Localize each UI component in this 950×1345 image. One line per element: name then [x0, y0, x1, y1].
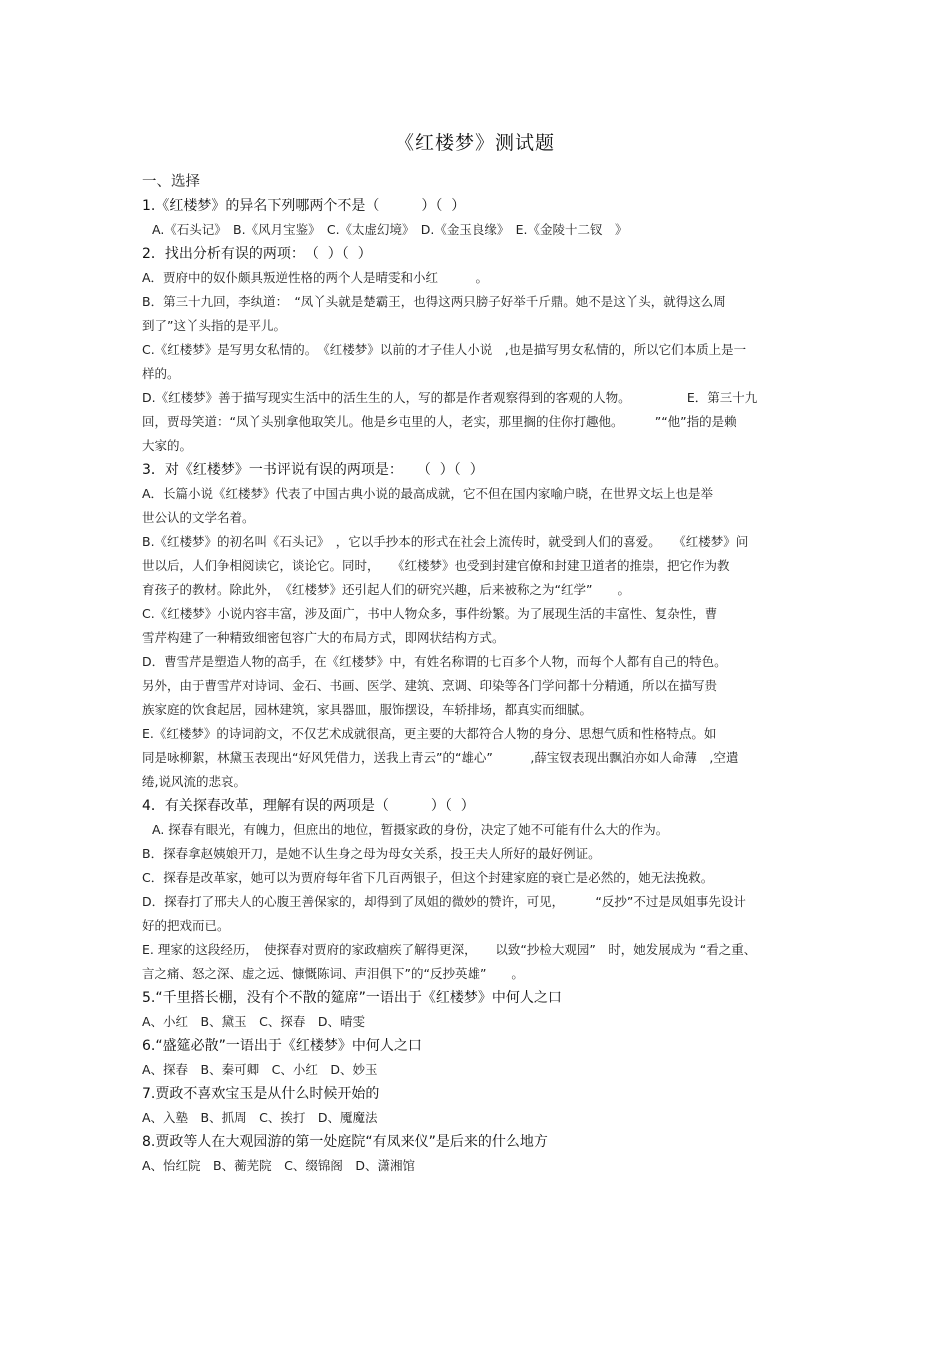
option-line: 绻,说风流的悲哀。: [142, 774, 246, 789]
option-line: 育孩子的教材。除此外， 《红楼梦》还引起人们的研究兴趣，后来被称之为“红学” 。: [142, 582, 630, 597]
option-line: B．第三十九回，李纨道： “凤丫头就是楚霸王，也得这两只膀子好举千斤鼎。她不是这丫头，就得这么周: [142, 294, 726, 309]
option-line: A．长篇小说《红楼梦》代表了中国古典小说的最高成就，它不但在国内家喻户晓，在世界文坛上也是举: [142, 486, 714, 501]
option-line: 回，贾母笑道：“凤丫头别拿他取笑儿。他是乡屯里的人，老实，那里搁的住你打趣他。 ”“他”指的是赖: [142, 414, 737, 429]
option-line: 世以后，人们争相阅读它，谈论它。同时， 《红楼梦》也受到封建官僚和封建卫道者的推崇，把它作为教: [142, 558, 730, 573]
option-line: A. 探春有眼光，有魄力，但庶出的地位，暂摄家政的身份，决定了她不可能有什么大的作为。: [152, 822, 669, 837]
option-line: B．探春拿赵姨娘开刀，是她不认生身之母为母女关系，投王夫人所好的最好例证。: [142, 846, 601, 861]
question-stem: 4．有关探春改革，理解有误的两项是（ ）（ ）: [142, 798, 475, 814]
answer-options: A.《石头记》 B.《风月宝鉴》 C.《太虚幻境》 D.《金玉良缘》 E.《金陵十二钗 》: [152, 222, 628, 237]
question-3: [142, 458, 812, 794]
option-line: C．探春是改革家，她可以为贾府每年省下几百两银子，但这个封建家庭的衰亡是必然的，她无法挽救。: [142, 870, 714, 885]
option-line: D．探春打了邢夫人的心腹王善保家的，却得到了凤姐的微妙的赞许，可见， “反抄”不过是凤姐事先设计: [142, 894, 746, 909]
option-line: 世公认的文学名着。: [142, 510, 255, 525]
question-1: [142, 194, 812, 242]
question-2: [142, 242, 812, 458]
option-line: 样的。: [142, 366, 180, 381]
question-list: [142, 194, 812, 1178]
question-stem: 6.“盛筵必散”一语出于《红楼梦》中何人之口: [142, 1038, 422, 1054]
option-line: E.《红楼梦》的诗词韵文，不仅艺术成就很高，更主要的大都符合人物的身分、思想气质和性格特点。如: [142, 726, 717, 741]
question-4: [142, 794, 812, 986]
question-stem: 2．找出分析有误的两项： （ ）（ ）: [142, 246, 372, 262]
option-line: A．贾府中的奴仆颇具叛逆性格的两个人是晴雯和小红 。: [142, 270, 489, 285]
option-line: E. 理家的这段经历， 使探春对贾府的家政痼疾了解得更深， 以致“抄检大观园” 时，她发展成为 “看之重、: [142, 942, 757, 957]
option-line: 雪芹构建了一种精致细密包容广大的布局方式，即网状结构方式。: [142, 630, 505, 645]
option-line: 大家的。: [142, 438, 193, 453]
question-stem: 5.“千里搭长棚，没有个不散的筵席”一语出于《红楼梦》中何人之口: [142, 990, 562, 1006]
option-line: 同是咏柳絮，林黛玉表现出“好风凭借力，送我上青云”的“雄心” ,薛宝钗表现出飘泊亦如人命薄 ,空遣: [142, 750, 739, 765]
option-line: 另外，由于曹雪芹对诗词、金石、书画、医学、建筑、烹调、印染等各门学问都十分精通，所以在描写贵: [142, 678, 718, 693]
option-line: B.《红楼梦》的初名叫《石头记》 ，它以手抄本的形式在社会上流传时，就受到人们的喜爱。 《红楼梦》问: [142, 534, 749, 549]
answer-options: A、入塾 B、抓周 C、挨打 D、魇魔法: [142, 1110, 378, 1125]
question-8: [142, 1130, 812, 1178]
answer-options: A、怡红院 B、蘅芜院 C、缀锦阁 D、潇湘馆: [142, 1158, 415, 1173]
option-line: 言之痛、怒之深、虚之远、慷慨陈词、声泪俱下”的“反抄英雄” 。: [142, 966, 524, 981]
answer-options: A、探春 B、秦可卿 C、小红 D、妙玉: [142, 1062, 378, 1077]
question-stem: 8.贾政等人在大观园游的第一处庭院“有凤来仪”是后来的什么地方: [142, 1134, 548, 1150]
option-line: C.《红楼梦》小说内容丰富，涉及面广，书中人物众多，事件纷繁。为了展现生活的丰富性、复杂性，曹: [142, 606, 718, 621]
option-line: D．曹雪芹是塑造人物的高手，在《红楼梦》中，有姓名称谓的七百多个人物，而每个人都有自己的特色。: [142, 654, 727, 669]
option-line: D.《红楼梦》善于描写现实生活中的活生生的人，写的都是作者观察得到的客观的人物。 E．第三十九: [142, 390, 758, 405]
question-stem: 1.《红楼梦》的异名下列哪两个不是（ ）（ ）: [142, 198, 466, 214]
page-title: 《红楼梦》测试题: [394, 132, 555, 154]
option-line: 到了”这丫头指的是平儿。: [142, 318, 286, 333]
question-7: [142, 1082, 812, 1130]
answer-options: A、小红 B、黛玉 C、探春 D、晴雯: [142, 1014, 365, 1029]
question-6: [142, 1034, 812, 1082]
option-line: C.《红楼梦》是写男女私情的。 《红楼梦》以前的才子佳人小说 ,也是描写男女私情的，所以它们本质上是一: [142, 342, 747, 357]
question-stem: 7.贾政不喜欢宝玉是从什么时候开始的: [142, 1086, 380, 1102]
option-line: 族家庭的饮食起居，园林建筑，家具器皿，服饰摆设，车轿排场，都真实而细腻。: [142, 702, 593, 717]
question-stem: 3．对《红楼梦》一书评说有误的两项是： （ ）（ ）: [142, 462, 484, 478]
section-heading: 一、选择: [142, 174, 200, 190]
option-line: 好的把戏而已。: [142, 918, 230, 933]
question-5: [142, 986, 812, 1034]
